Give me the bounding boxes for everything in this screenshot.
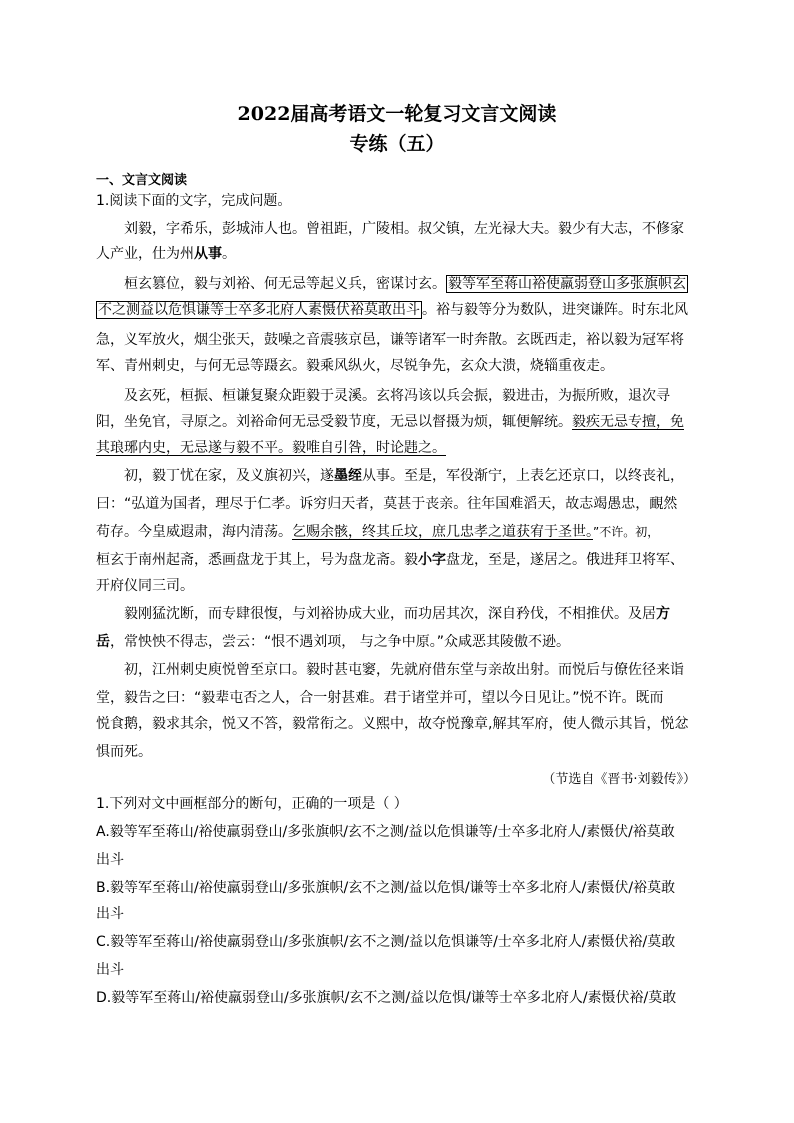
p3-text: 阳，坐免官，寻原之。刘裕命何无忌受毅节度，无忌以督摄为烦，辄便解统。	[96, 414, 572, 430]
p1-line1: 刘毅，字希乐，彭城沛人也。曾祖距，广陵相。叔父镇，左光禄大夫。毅少有大志，不修家	[124, 221, 684, 237]
p4-bold-term-2: 小字	[418, 552, 446, 568]
option-a-line2: 出斗	[96, 852, 124, 868]
p2-line3: 急，义军放火，烟尘张天，鼓噪之音震骇京邑，谦等诸军一时奔散。玄既西走，裕以毅为冠军将	[96, 332, 684, 348]
p6-line2: 堂，毅告之曰：“毅辈屯否之人，合一射甚难。君于诸堂并可，望以今日见让。”悦不许。既而	[96, 690, 664, 706]
option-c-line2: 出斗	[96, 962, 124, 978]
p4-line2: 曰：“弘道为国者，理尽于仁孝。诉穷归天者，莫甚于丧亲。往年国难滔天，故志竭愚忠，靦然	[96, 496, 678, 512]
p2-line1	[124, 274, 688, 294]
boxed-passage-part2: 不之测益以危惧谦等士卒多北府人素慑伏裕莫敢出斗	[98, 302, 420, 318]
p6-line4: 惧而死。	[96, 744, 152, 760]
boxed-passage-part1: 毅等军至蒋山裕使羸弱登山多张旗帜玄	[448, 276, 686, 292]
option-a-line1: A.毅等军至蒋山/裕使羸弱登山/多张旗帜/玄不之测/益以危惧谦等/士卒多北府人/素慑伏/裕莫敢	[96, 824, 675, 840]
p4-text: 苟存。今皇威遐肃，海内清荡。	[96, 524, 292, 540]
p4-text-d: 桓玄于南州起斋，悉画盘龙于其上，号为盘龙斋。毅	[96, 552, 418, 568]
p4-line1	[124, 466, 684, 486]
p1-punct: 。	[222, 246, 236, 262]
section-heading: 一、文言文阅读	[96, 173, 188, 188]
p6-line3: 悦食鹅，毅求其余，悦又不答，毅常衔之。义熙中，故夺悦豫章,解其军府，使人微示其旨，悦忿	[96, 716, 689, 732]
option-d-line1: D.毅等军至蒋山/裕使羸弱登山/多张旗帜/玄不之测/益以危惧/谦等士卒多北府人/素慑伏裕/莫敢	[96, 990, 677, 1006]
option-b-line2: 出斗	[96, 906, 124, 922]
underlined-sentence-2: 乞赐余骸，终其丘坟，庶几忠孝之道获宥于圣世。	[292, 524, 593, 540]
p4-line5: 开府仪同三司。	[96, 578, 194, 594]
p1-text: 人产业，仕为州	[96, 246, 194, 262]
underlined-sentence-1b: 其琅琊内史，无忌遂与毅不平。毅唯自引咎，时论韪之。	[96, 440, 446, 456]
p4-text-c: 从事。至是，军役渐宁，上表乞还京口，以终丧礼，	[362, 468, 684, 484]
p5-bold-term-b: 岳	[96, 634, 110, 650]
option-b-line1: B.毅等军至蒋山/裕使羸弱登山/多张旗帜/玄不之测/益以危惧/谦等士卒多北府人/素慑伏/裕莫敢	[96, 880, 676, 896]
p5-bold-term-a: 方	[656, 606, 670, 622]
p2-text-rest: 。裕与毅等分为数队，进突谦阵。时东北风	[422, 302, 688, 318]
p3-line1: 及玄死，桓振、桓谦复聚众距毅于灵溪。玄将冯该以兵会振，毅进击，为振所败，退次寻	[124, 388, 670, 404]
p4-bold-term: 墨绖	[334, 468, 362, 484]
p1-line2	[96, 244, 236, 264]
source-citation: （节选自《晋书·刘毅传》）	[542, 772, 696, 787]
option-c-line1: C.毅等军至蒋山/裕使羸弱登山/多张旗帜/玄不之测/益以危惧谦等/士卒多北府人/素慑伏裕/莫敢	[96, 934, 676, 950]
question-stem: 1.下列对文中画框部分的断句，正确的一项是（ ）	[96, 796, 408, 812]
underlined-sentence-1a: 毅疾无忌专擅，免	[572, 414, 684, 430]
p5-text-b: ，常怏怏不得志，尝云：“恨不遇刘项， 与之争中原。”众咸恶其陵傲不逊。	[110, 634, 570, 650]
document-subtitle: 专练（五）	[349, 133, 445, 155]
p4-text-a: 初，毅丁忧在家，及义旗初兴，遂	[124, 468, 334, 484]
p4-line3	[96, 522, 659, 542]
p5-line2	[96, 632, 570, 652]
p4-text-b: ”不许。初，	[593, 525, 660, 539]
p6-line1: 初，江州刺史庾悦曾至京口。毅时甚屯窭，先就府借东堂与亲故出射。而悦后与僚佐径来诣	[124, 662, 684, 678]
p1-bold-term: 从事	[194, 246, 222, 262]
document-title: 2022届高考语文一轮复习文言文阅读	[237, 103, 557, 125]
instruction: 1.阅读下面的文字，完成问题。	[96, 193, 292, 209]
p2-line2	[96, 300, 688, 320]
p4-text-e: 盘龙，至是，遂居之。俄进拜卫将军、	[446, 552, 684, 568]
p3-line3	[96, 438, 446, 458]
p2-line4: 军、青州刺史，与何无忌等蹑玄。毅乘风纵火，尽锐争先，玄众大溃，烧辎重夜走。	[96, 358, 614, 374]
p5-text: 毅刚猛沈断，而专肆很愎，与刘裕协成大业，而功居其次，深自矜伐，不相推伏。及居	[124, 606, 656, 622]
p2-text: 桓玄篡位，毅与刘裕、何无忌等起义兵，密谋讨玄。	[124, 276, 446, 292]
p3-line2	[96, 412, 684, 432]
p5-line1	[124, 604, 670, 624]
p4-line4	[96, 550, 684, 570]
